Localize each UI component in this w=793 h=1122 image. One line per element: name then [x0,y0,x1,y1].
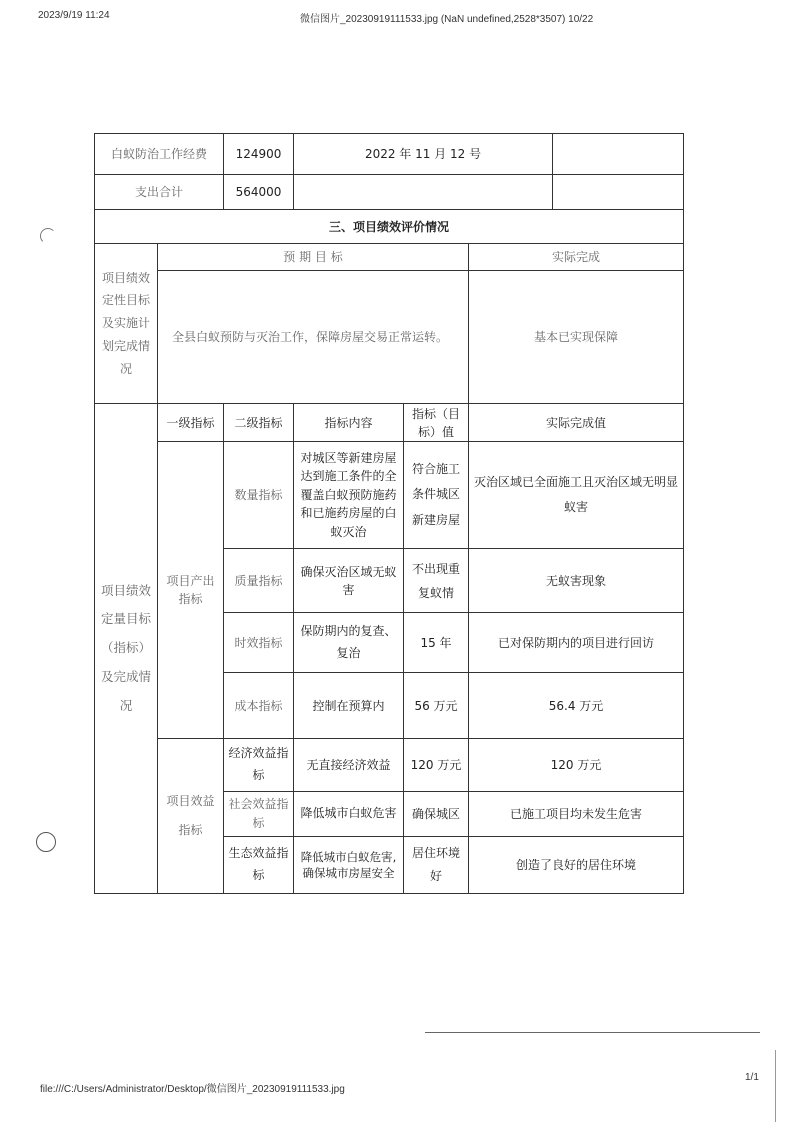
table-row [95,739,684,792]
actual-text: 基本已实现保障 [469,271,684,404]
level2-cell: 成本指标 [224,673,294,739]
level2-cell: 质量指标 [224,549,294,613]
actual-cell: 已施工项目均未发生危害 [469,792,684,837]
actual-cell: 灭治区域已全面施工且灭治区域无明显蚁害 [469,442,684,549]
scan-edge [775,1050,776,1122]
qualitative-row-label: 项目绩效定性目标及实施计划完成情况 [95,244,158,404]
target-cell: 15 年 [404,613,469,673]
content-cell: 对城区等新建房屋达到施工条件的全覆盖白蚁预防施药和已施药房屋的白蚁灭治 [294,442,404,549]
target-cell: 不出现重复蚁情 [404,549,469,613]
target-cell: 56 万元 [404,673,469,739]
content-cell: 降低城市白蚁危害,确保城市房屋安全 [294,837,404,894]
content-cell: 保防期内的复查、复治 [294,613,404,673]
actual-cell: 56.4 万元 [469,673,684,739]
level1-header: 一级指标 [158,404,224,442]
target-header: 指标（目标）值 [404,404,469,442]
print-path: file:///C:/Users/Administrator/Desktop/微信图片_20230919111533.jpg [40,1084,345,1095]
actual-cell: 已对保防期内的项目进行回访 [469,613,684,673]
quantitative-row-label: 项目绩效定量目标（指标）及完成情况 [95,404,158,894]
content-cell: 确保灭治区域无蚁害 [294,549,404,613]
funding-row [95,175,684,210]
content-header: 指标内容 [294,404,404,442]
funding-date [294,175,553,210]
target-cell: 120 万元 [404,739,469,792]
print-title: 微信图片_20230919111533.jpg (NaN undefined,2528*3507) 10/22 [300,14,594,25]
table-row [95,442,684,549]
funding-row [95,134,684,175]
funding-amount: 564000 [224,175,294,210]
actual-value-header: 实际完成值 [469,404,684,442]
scan-line [425,1032,760,1033]
level2-cell: 经济效益指标 [224,739,294,792]
expected-text: 全县白蚁预防与灭治工作，保障房屋交易正常运转。 [158,271,469,404]
punch-hole-mark [36,832,56,852]
level2-cell: 时效指标 [224,613,294,673]
actual-cell: 创造了良好的居住环境 [469,837,684,894]
level2-cell: 社会效益指标 [224,792,294,837]
level2-header: 二级指标 [224,404,294,442]
funding-label: 支出合计 [95,175,224,210]
actual-cell: 120 万元 [469,739,684,792]
expected-header: 预 期 目 标 [158,244,469,271]
performance-table [94,133,684,894]
punch-hole-mark [40,228,56,244]
content-cell: 控制在预算内 [294,673,404,739]
section-title: 三、项目绩效评价情况 [95,210,684,244]
target-cell: 确保城区 [404,792,469,837]
actual-header: 实际完成 [469,244,684,271]
level2-cell: 生态效益指标 [224,837,294,894]
funding-date: 2022 年 11 月 12 号 [294,134,553,175]
actual-cell: 无蚁害现象 [469,549,684,613]
target-cell: 符合施工条件城区新建房屋 [404,442,469,549]
target-cell: 居住环境好 [404,837,469,894]
content-cell: 降低城市白蚁危害 [294,792,404,837]
funding-extra [553,175,684,210]
level1-cell: 项目效益指标 [158,739,224,894]
content-cell: 无直接经济效益 [294,739,404,792]
print-datetime: 2023/9/19 11:24 [38,10,110,21]
funding-label: 白蚁防治工作经费 [95,134,224,175]
print-page-number: 1/1 [745,1072,759,1083]
funding-extra [553,134,684,175]
funding-amount: 124900 [224,134,294,175]
level1-cell: 项目产出指标 [158,442,224,739]
level2-cell: 数量指标 [224,442,294,549]
